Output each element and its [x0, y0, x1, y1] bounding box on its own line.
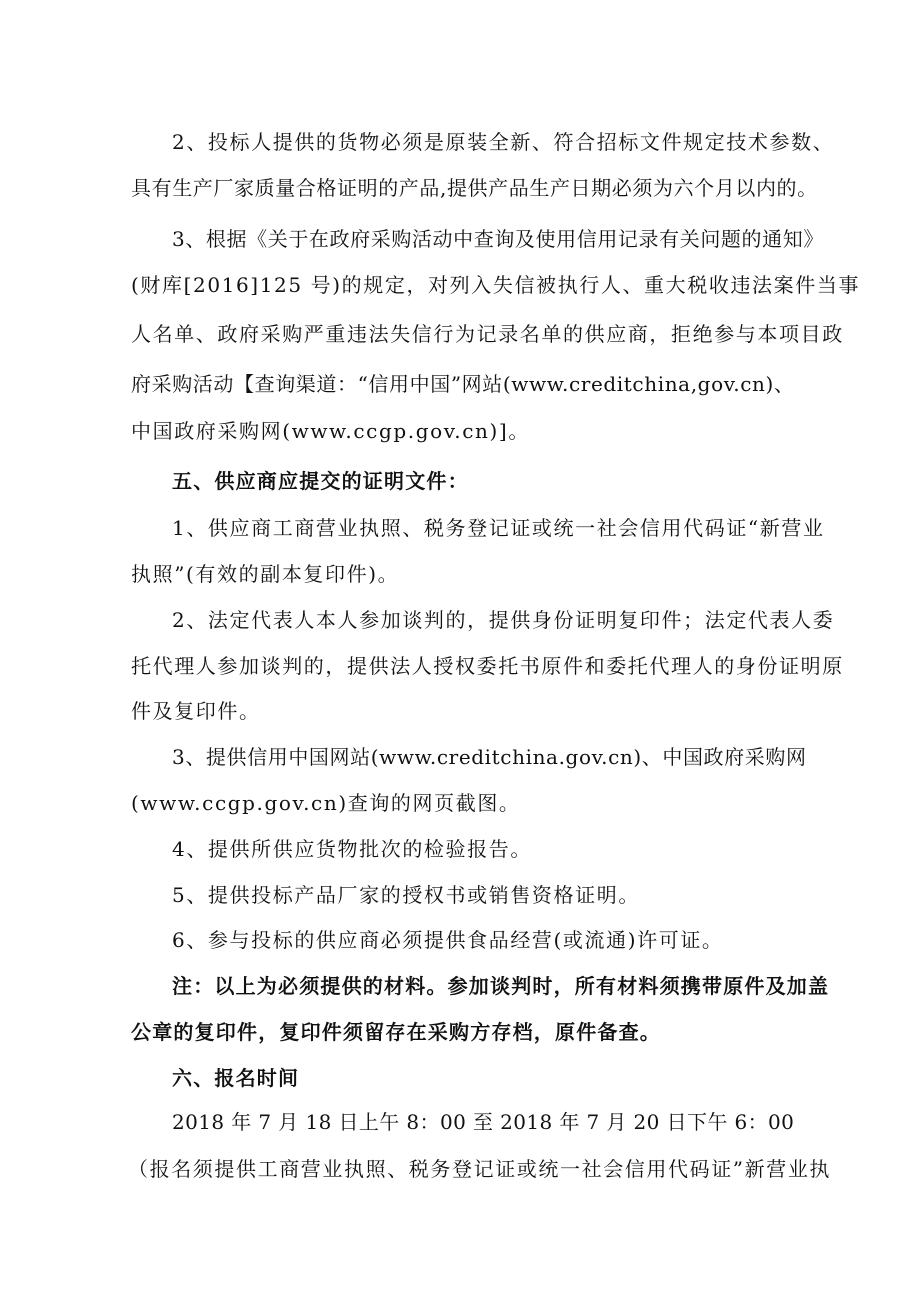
item2-supply-line1: 2、投标人提供的货物必须是原装全新、符合招标文件规定技术参数、: [172, 130, 835, 154]
section5-item4: 4、提供所供应货物批次的检验报告。: [172, 837, 532, 861]
section5-item6: 6、参与投标的供应商必须提供食品经营(或流通)许可证。: [172, 928, 724, 952]
section6-time-line: 2018 年 7 月 18 日上午 8：00 至 2018 年 7 月 20 日下午 6：00: [172, 1110, 795, 1134]
section6-heading: 六、报名时间: [172, 1066, 300, 1090]
item2-supply-line2: 具有生产厂家质量合格证明的产品,提供产品生产日期必须为六个月以内的。: [131, 176, 818, 200]
section5-item2-line1: 2、法定代表人本人参加谈判的，提供身份证明复印件；法定代表人委: [172, 608, 835, 632]
item3-credit-line5: 中国政府采购网(www.ccgp.gov.cn)]。: [131, 419, 530, 443]
section6-remark-line: （报名须提供工商营业执照、税务登记证或统一社会信用代码证”新营业执: [128, 1157, 832, 1181]
item3-credit-line4: 府采购活动【查询渠道：“信用中国”网站(www.creditchina,gov.cn)、: [131, 372, 795, 396]
section5-note-line1: 注：以上为必须提供的材料。参加谈判时，所有材料须携带原件及加盖: [172, 974, 830, 998]
item3-credit-line1: 3、根据《关于在政府采购活动中查询及使用信用记录有关问题的通知》: [172, 227, 824, 251]
section5-item2-line2: 托代理人参加谈判的，提供法人授权委托书原件和委托代理人的身份证明原: [131, 654, 844, 678]
section5-item1-line1: 1、供应商工商营业执照、税务登记证或统一社会信用代码证“新营业: [172, 516, 825, 540]
section5-note-line2: 公章的复印件，复印件须留存在采购方存档，原件备查。: [131, 1020, 661, 1044]
section5-item1-line2: 执照”(有效的副本复印件)。: [131, 562, 400, 586]
section5-item3-line1: 3、提供信用中国网站(www.creditchina.gov.cn)、中国政府采购网: [172, 745, 807, 769]
item3-credit-line3: 人名单、政府采购严重违法失信行为记录名单的供应商，拒绝参与本项目政: [131, 322, 844, 346]
section5-item5: 5、提供投标产品厂家的授权书或销售资格证明。: [172, 883, 640, 907]
section5-item2-line3: 件及复印件。: [131, 699, 261, 723]
item3-credit-line2: (财库[2016]125 号)的规定，对列入失信被执行人、重大税收违法案件当事: [131, 273, 861, 297]
section5-item3-line2: (www.ccgp.gov.cn)查询的网页截图。: [131, 791, 521, 815]
section5-heading: 五、供应商应提交的证明文件：: [172, 469, 469, 493]
